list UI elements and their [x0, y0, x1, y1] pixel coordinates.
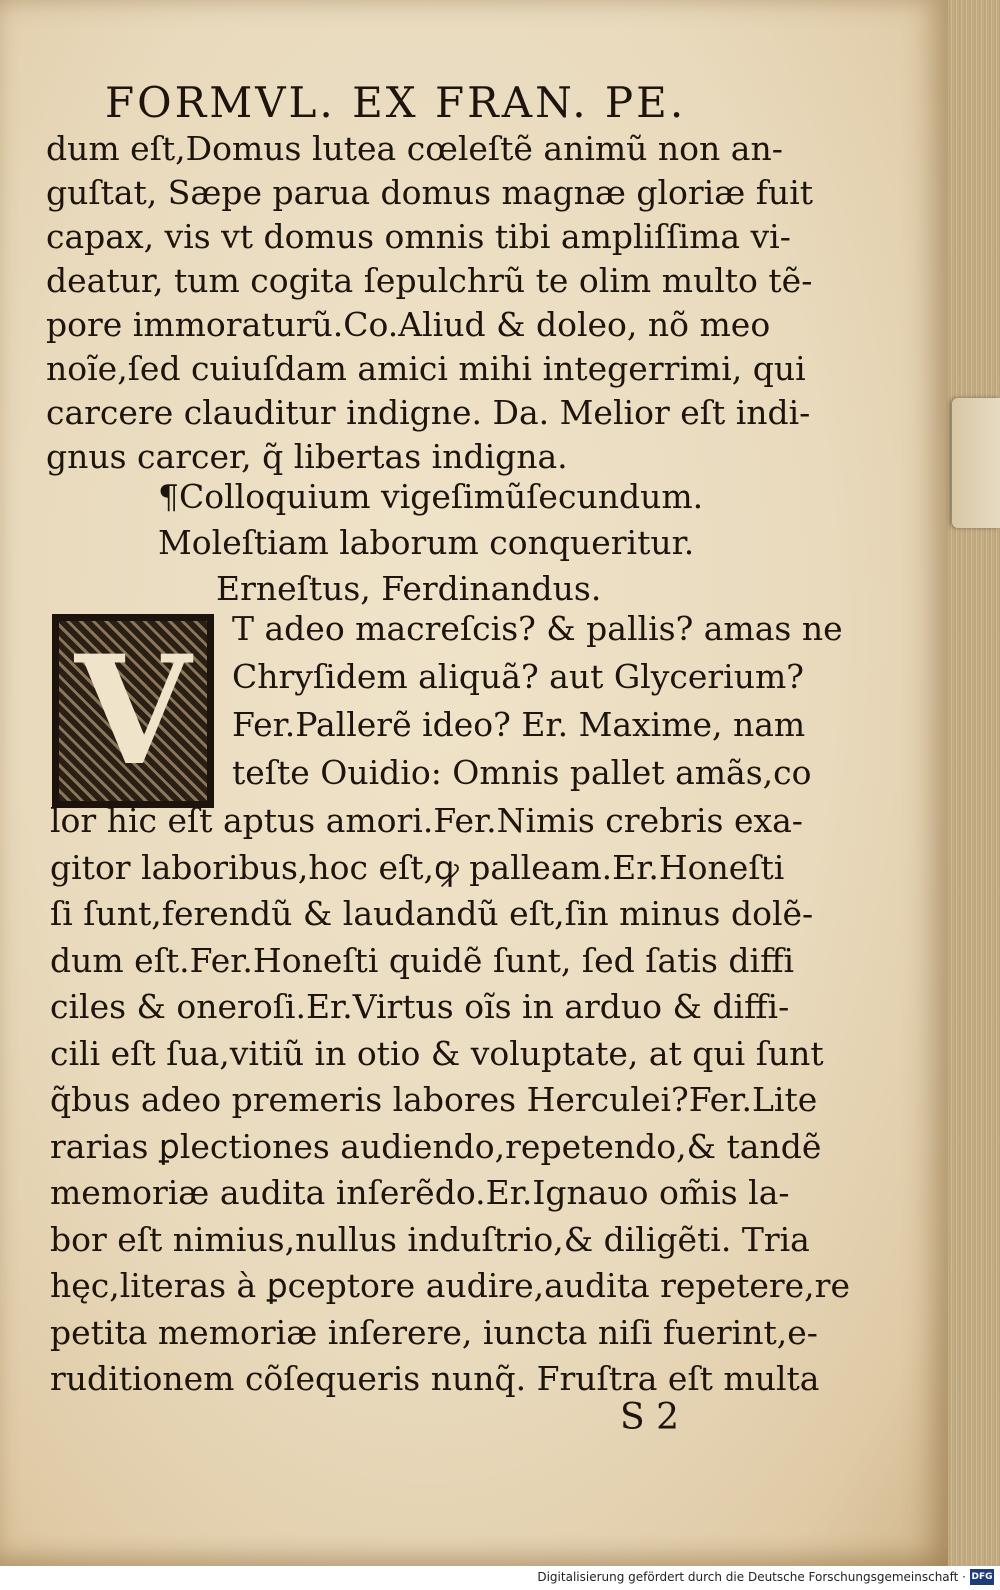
text-line: pore immoraturũ.Co.Aliud & doleo, nõ meo — [46, 305, 771, 344]
text-line: guſtat, Sæpe parua domus magnæ gloriæ fuit — [46, 173, 814, 212]
footer-bar — [0, 1566, 1000, 1590]
page-tab-marker — [952, 398, 1000, 528]
text-line: Fer.Pallerẽ ideo? Er. Maxime, nam — [232, 705, 806, 744]
text-line: ruditionem cõſequeris nunq̃. Fruſtra eſt multa — [50, 1359, 820, 1398]
text-line: ſi ſunt,ferendũ & laudandũ eſt,ſin minus dolẽ- — [50, 894, 814, 933]
text-line: q̃bus adeo premeris labores Herculei?Fer.Lite — [50, 1080, 818, 1119]
page-edges — [948, 0, 1000, 1566]
signature-mark: S 2 — [620, 1397, 680, 1438]
text-line: T adeo macreſcis? & pallis? amas ne — [232, 609, 843, 648]
colloquium-subheading: Moleſtiam laborum conqueritur. — [158, 523, 695, 562]
dfg-logo: DFG — [970, 1569, 994, 1585]
running-head: FORMVL. EX FRAN. PE. — [105, 78, 687, 127]
text-line: Chryſidem aliquã? aut Glycerium? — [232, 657, 804, 696]
text-line: ciles & oneroſi.Er.Virtus oĩs in arduo & diffi- — [50, 987, 790, 1026]
text-line: dum eſt,Domus lutea cœleſtẽ animũ non an- — [46, 129, 783, 168]
drop-cap-letter: V — [59, 621, 207, 801]
text-line: rarias ꝑlectiones audiendo,repetendo,& tandẽ — [50, 1126, 822, 1166]
text-line: teſte Ouidio: Omnis pallet amãs,co — [232, 753, 812, 792]
text-line: memoriæ audita inſerẽdo.Er.Ignauo om̃is la- — [50, 1173, 790, 1212]
text-line: gitor laboribus,hoc eſt,ꝙ palleam.Er.Honeſti — [50, 847, 785, 887]
text-line: lor hic eſt aptus amori.Fer.Nimis crebris exa- — [50, 801, 803, 840]
text-line: capax, vis vt domus omnis tibi ampliſſima vi- — [46, 217, 791, 256]
text-line: dum eſt.Fer.Honeſti quidẽ ſunt, ſed ſatis diffi — [50, 940, 795, 980]
text-line: hęc,literas à ꝑceptore audire,audita repetere,re — [50, 1266, 850, 1305]
drop-cap-initial — [52, 614, 214, 808]
text-line: gnus carcer, q̃ libertas indigna. — [46, 437, 568, 476]
colloquium-heading: ¶Colloquium vigeſimũſecundum. — [158, 477, 704, 516]
text-line: bor eſt nimius,nullus induſtrio,& diligẽti. Tria — [50, 1219, 810, 1259]
text-line: carcere clauditur indigne. Da. Melior eſt indi- — [46, 393, 811, 432]
text-line: cili eſt ſua,vitiũ in otio & voluptate, at qui ſunt — [50, 1033, 824, 1073]
text-line: noĩe,ſed cuiuſdam amici mihi integerrimi, qui — [46, 349, 806, 388]
speaker-names: Erneſtus, Ferdinandus. — [216, 569, 602, 608]
text-line: deatur, tum cogita ſepulchrũ te olim multo tẽ- — [46, 261, 813, 300]
text-line: petita memoriæ inſerere, iuncta niſi fuerint,e- — [50, 1312, 818, 1352]
footer-credit: Digitalisierung gefördert durch die Deutsche Forschungsgemeinschaft · — [537, 1570, 966, 1584]
